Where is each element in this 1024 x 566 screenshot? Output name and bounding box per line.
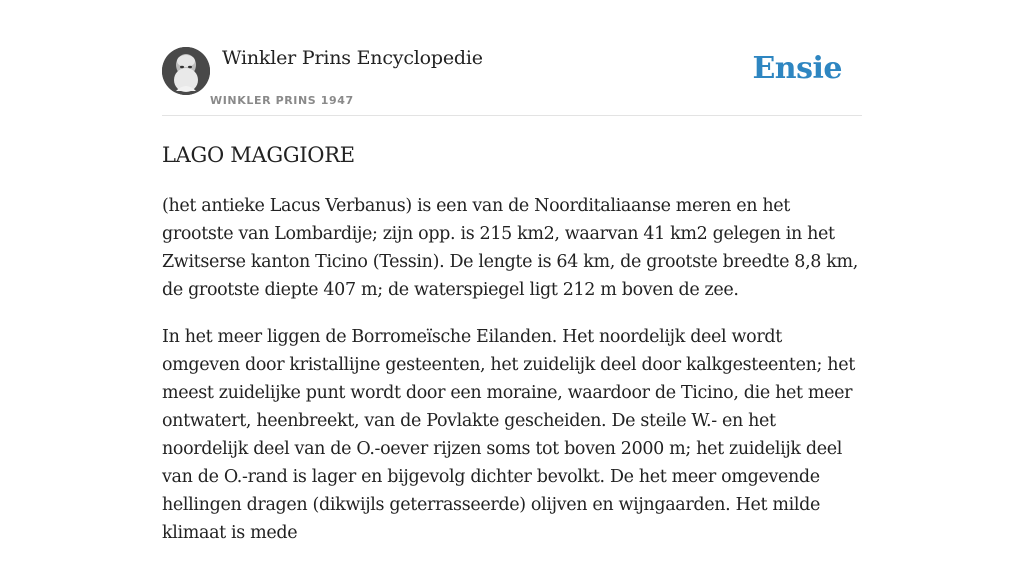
article-header <box>162 0 862 116</box>
page-container <box>162 0 862 543</box>
article-paragraph: (het antieke Lacus Verbanus) is een van de Noorditaliaanse meren en het grootste van Lombardije; zijn opp. is 215 km2, waarvan 41 km2 gelegen in het Zwitserse kanton Ticino (Tessin). De lengte is 64 km, de grootste breedte 8,8 km, de grootste diepte 407 m; de waterspiegel ligt 212 m boven de zee. <box>162 196 858 300</box>
source-edition-label: WINKLER PRINS 1947 <box>210 94 354 107</box>
article-title: LAGO MAGGIORE <box>162 143 355 167</box>
article-body <box>162 192 862 566</box>
portrait-avatar-image <box>162 47 210 95</box>
source-name[interactable]: Winkler Prins Encyclopedie <box>222 47 483 69</box>
article-paragraph: In het meer liggen de Borromeïsche Eilanden. Het noordelijk deel wordt omgeven door kristallijne gesteenten, het zuidelijk deel door kalkgesteenten; het meest zuidelijke punt wordt door een moraine, waardoor de Ticino, die het meer ontwatert, heenbreekt, van de Povlakte gescheiden. De steile W.- en het noordelijk deel van de O.-oever rijzen soms tot boven 2000 m; het zuidelijk deel van de O.-rand is lager en bijgevolg dichter bevolkt. De het meer omgevende hellingen dragen (dikwijls geterrasseerde) olijven en wijngaarden. Het milde klimaat is mede <box>162 327 855 543</box>
ensie-logo[interactable]: Ensie <box>752 51 842 86</box>
portrait-avatar-icon[interactable] <box>162 47 210 95</box>
